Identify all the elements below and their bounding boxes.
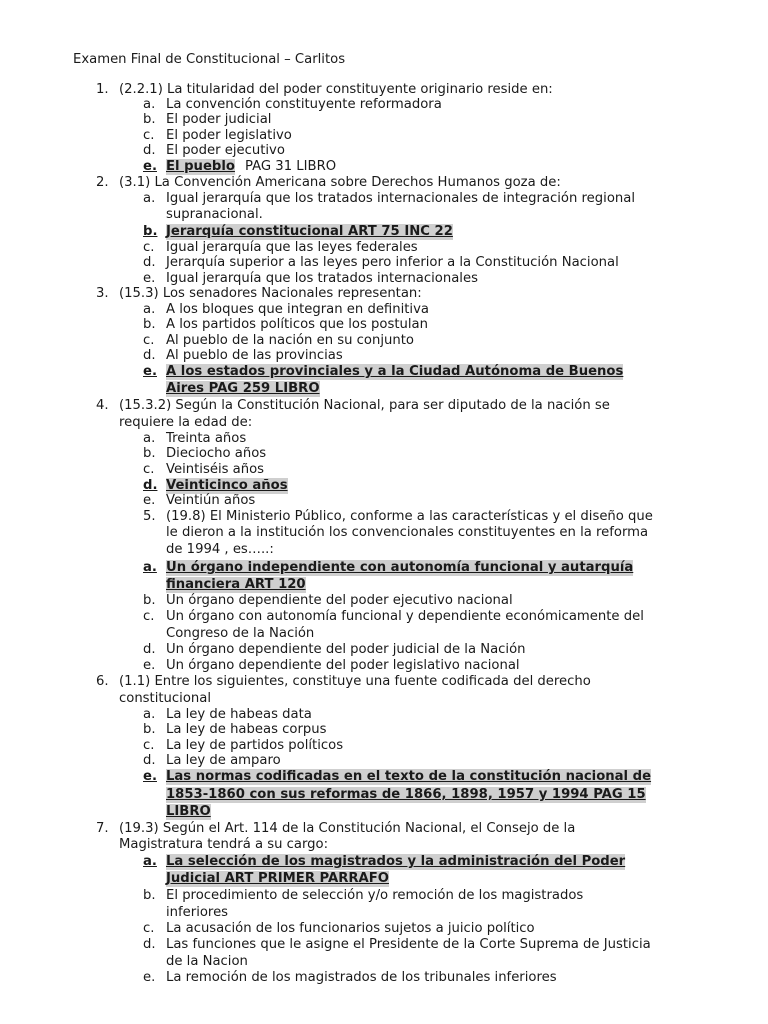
option-text: Las funciones que le asigne el Presidente de la Corte Suprema de Justicia [166, 937, 651, 952]
correct-answer-highlight: financiera ART 120 [166, 577, 306, 592]
option-letter: d. [143, 937, 156, 952]
option-text: Treinta años [166, 431, 247, 446]
question-number: 5. [143, 509, 156, 524]
option-letter: c. [143, 333, 155, 348]
question-text: le dieron a la institución los convencionales constituyentes en la reforma [166, 525, 649, 540]
correct-answer-highlight: La selección de los magistrados y la administración del Poder [166, 854, 626, 869]
question-text: (3.1) La Convención Americana sobre Derechos Humanos goza de: [119, 175, 561, 190]
option-letter: a. [143, 191, 156, 206]
option-text: La convención constituyente reformadora [166, 97, 442, 112]
option-text: La ley de habeas data [166, 707, 312, 722]
option-letter-correct: e. [143, 364, 157, 379]
correct-answer-highlight: A los estados provinciales y a la Ciudad Autónoma de Buenos [166, 364, 624, 379]
question-text: (19.8) El Ministerio Público, conforme a las características y el diseño que [166, 509, 653, 524]
option-letter: a. [143, 431, 156, 446]
option-text: Un órgano dependiente del poder legislativo nacional [166, 658, 520, 673]
option-letter-correct: a. [143, 854, 157, 869]
option-letter: d. [143, 348, 156, 363]
option-text: El procedimiento de selección y/o remoción de los magistrados [166, 888, 584, 903]
option-letter: b. [143, 722, 156, 737]
option-text: A los bloques que integran en definitiva [166, 302, 429, 317]
option-text: Dieciocho años [166, 446, 267, 461]
correct-answer-highlight: Veinticinco años [166, 478, 288, 493]
question-number: 4. [96, 398, 109, 413]
option-text: Igual jerarquía que los tratados internacionales [166, 271, 478, 286]
option-text: inferiores [166, 905, 229, 920]
option-text: La ley de partidos políticos [166, 738, 344, 753]
option-text: Un órgano dependiente del poder ejecutivo nacional [166, 593, 513, 608]
option-text: La remoción de los magistrados de los tribunales inferiores [166, 970, 557, 985]
option-letter: a. [143, 707, 156, 722]
option-text: Al pueblo de las provincias [166, 348, 343, 363]
option-letter: d. [143, 753, 156, 768]
answer-reference: PAG 31 LIBRO [245, 159, 337, 174]
option-text: Un órgano dependiente del poder judicial de la Nación [166, 642, 526, 657]
question-text: de 1994 , es…..: [166, 542, 274, 557]
correct-answer-highlight: Un órgano independiente con autonomía funcional y autarquía [166, 560, 634, 575]
option-letter-correct: e. [143, 159, 157, 174]
option-text: Igual jerarquía que los tratados internacionales de integración regional [166, 191, 635, 206]
option-letter: b. [143, 112, 156, 127]
option-letter: c. [143, 921, 155, 936]
question-number: 2. [96, 175, 109, 190]
question-number: 6. [96, 674, 109, 689]
correct-answer-highlight: Judicial ART PRIMER PARRAFO [166, 871, 389, 886]
option-text: La ley de amparo [166, 753, 281, 768]
question-text: Magistratura tendrá a su cargo: [119, 837, 329, 852]
option-letter: b. [143, 446, 156, 461]
option-text: Igual jerarquía que las leyes federales [166, 240, 418, 255]
option-letter: e. [143, 271, 156, 286]
question-number: 1. [96, 82, 109, 97]
question-text: (19.3) Según el Art. 114 de la Constitución Nacional, el Consejo de la [119, 821, 576, 836]
correct-answer-highlight: Jerarquía constitucional ART 75 INC 22 [166, 224, 453, 239]
option-text: A los partidos políticos que los postulan [166, 317, 428, 332]
option-letter: b. [143, 317, 156, 332]
option-text: Al pueblo de la nación en su conjunto [166, 333, 414, 348]
option-letter-correct: a. [143, 560, 157, 575]
option-letter-correct: d. [143, 478, 158, 493]
question-text: requiere la edad de: [119, 415, 253, 430]
option-text: Congreso de la Nación [166, 626, 315, 641]
option-letter: b. [143, 888, 156, 903]
option-text: supranacional. [166, 207, 263, 222]
option-letter-correct: b. [143, 224, 158, 239]
option-text: La ley de habeas corpus [166, 722, 327, 737]
option-letter: c. [143, 738, 155, 753]
option-letter: c. [143, 609, 155, 624]
option-text: El poder legislativo [166, 128, 292, 143]
option-letter: d. [143, 143, 156, 158]
question-text: (15.3) Los senadores Nacionales representan: [119, 286, 422, 301]
option-text: El poder ejecutivo [166, 143, 285, 158]
option-letter: b. [143, 593, 156, 608]
option-letter: d. [143, 642, 156, 657]
document-title: Examen Final de Constitucional – Carlitos [73, 52, 346, 67]
question-number: 3. [96, 286, 109, 301]
option-letter: c. [143, 240, 155, 255]
option-letter: c. [143, 462, 155, 477]
option-text: El poder judicial [166, 112, 272, 127]
correct-answer-highlight: Aires PAG 259 LIBRO [166, 381, 320, 396]
option-letter: a. [143, 97, 156, 112]
correct-answer-highlight: LIBRO [166, 804, 211, 819]
option-letter: e. [143, 493, 156, 508]
option-letter-correct: e. [143, 769, 157, 784]
question-text: (2.2.1) La titularidad del poder constituyente originario reside en: [119, 82, 553, 97]
option-text: de la Nacion [166, 954, 248, 969]
question-text: (1.1) Entre los siguientes, constituye una fuente codificada del derecho [119, 674, 591, 689]
question-number: 7. [96, 821, 109, 836]
option-text: Veintiún años [166, 493, 256, 508]
option-text: Un órgano con autonomía funcional y dependiente económicamente del [166, 609, 644, 624]
correct-answer-highlight: El pueblo [166, 159, 235, 174]
option-text: Jerarquía superior a las leyes pero inferior a la Constitución Nacional [166, 255, 619, 270]
option-letter: e. [143, 658, 156, 673]
option-text: Veintiséis años [166, 462, 265, 477]
option-letter: e. [143, 970, 156, 985]
correct-answer-highlight: Las normas codificadas en el texto de la constitución nacional de [166, 769, 652, 784]
correct-answer-highlight: 1853-1860 con sus reformas de 1866, 1898, 1957 y 1994 PAG 15 [166, 787, 646, 802]
option-text: La acusación de los funcionarios sujetos a juicio político [166, 921, 535, 936]
option-letter: a. [143, 302, 156, 317]
option-letter: c. [143, 128, 155, 143]
question-text: constitucional [119, 691, 211, 706]
option-letter: d. [143, 255, 156, 270]
question-text: (15.3.2) Según la Constitución Nacional, para ser diputado de la nación se [119, 398, 610, 413]
